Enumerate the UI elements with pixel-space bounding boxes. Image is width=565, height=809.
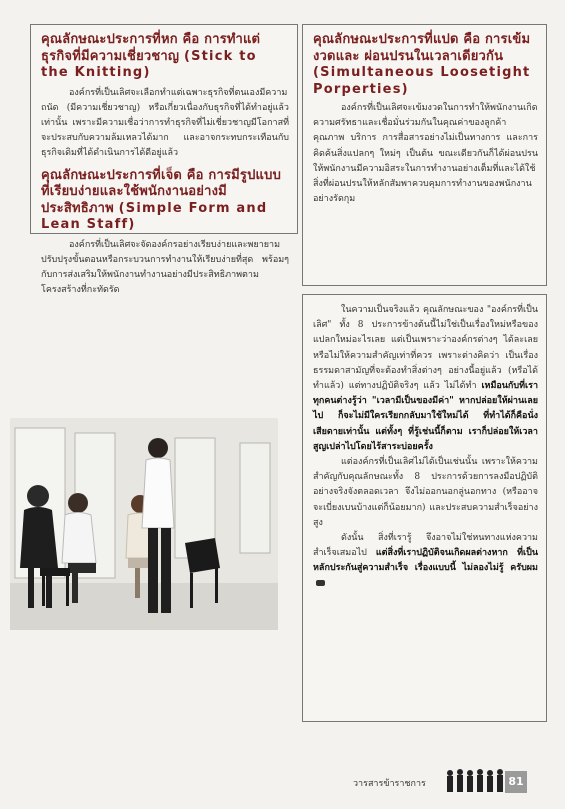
meeting-illustration — [10, 418, 278, 630]
section7-body: องค์กรที่เป็นเลิศจะจัดองค์กรอย่างเรียบง่ายและพยายามปรับปรุงขั้นตอนหรือกระบวนการทำงานให้เรียบง่ายที่สุด พร้อมๆ กับการส่งเสริมให้พนักงานทำงานอย่างมีประสิทธิภาพตามโครงสร้างที่กะทัดรัด — [41, 239, 289, 296]
left-text-box — [30, 24, 298, 296]
conclusion-paragraph-3 — [313, 531, 538, 592]
section6-heading-en: (Stick to the Knitting) — [41, 48, 257, 80]
section8-body: องค์กรที่เป็นเลิศจะเข้มงวดในการทำให้พนักงานเกิดความศรัทธาและเชื่อมั่นร่วมกันในคุณค่าของลูกค้า คุณภาพ บริการ การสื่อสารอย่างไม่เป็นทางการ และการคิดค้นสิ่งแปลกๆ ใหม่ๆ เป็นต้น ขณะเดียวกันก็ได้ผ่อนปรนให้พนักงานมีความอิสระในการทำงานอย่างเต็มที่และได้ใช้สิ่งที่ผ่อนปรนให้หลักสัมพาควบคุมการทำงานของพนักงานอย่างรัดกุม — [313, 103, 538, 205]
page-footer — [345, 768, 545, 794]
section6-heading-text: คุณลักษณะประการที่หก คือ การทำแต่ธุรกิจที่มีความเชี่ยวชาญ — [41, 32, 261, 64]
journal-name: วารสารข้าราชการ — [353, 779, 426, 789]
page-number: 81 — [505, 771, 527, 793]
business-meeting-photo — [10, 418, 278, 630]
conclusion-text-box — [302, 294, 547, 722]
section6-body: องค์กรที่เป็นเลิศจะเลือกทำแต่เฉพาะธุรกิจที่ตนเองมีความถนัด (มีความเชี่ยวชาญ) หรือเกี่ยวเนื่องกับธุรกิจที่ได้ทำอยู่แล้วเท่านั้น เพราะมีความเชื่อว่าการทำธุรกิจที่ไม่เชี่ยวชาญมีโอกาสที่จะประสบกับความล้มเหลวได้มาก และอาจกระทบกระเทือนกับธุรกิจเดิมที่ได้ดำเนินการได้ดีอยู่แล้ว — [41, 87, 289, 159]
section7-heading — [41, 168, 289, 234]
conclusion-paragraph-2: แต่องค์กรที่เป็นเลิศไม่ได้เป็นเช่นนั้น เพราะให้ความสำคัญกับคุณลักษณะทั้ง 8 ประการด้วยการลงมือปฏิบัติอย่างจริงจังตลอดเวลา จึงไม่ออกนอกลู่นอกทาง (หรืออาจจะเบี่ยงเบนบ้างแต่ก็น้อยมาก) และประสบความสำเร็จอย่างสูง — [313, 457, 538, 528]
section8-heading-text: คุณลักษณะประการที่แปด คือ การเข้มงวดและ ผ่อนปรนในเวลาเดียวกัน — [313, 32, 531, 64]
section8-heading — [313, 32, 538, 98]
conclusion-p1-bold: เหมือนกับที่เราทุกคนต่างรู้ว่า "เวลามีเป็นของมีค่า" หากปล่อยให้ผ่านเลยไป ก็จะไม่มีใครเรียกกลับมาใช้ใหม่ได้ ที่ทำได้ก็คือนั่งเสียดายเท่านั้น แต่ทั้งๆ ที่รู้เช่นนี้ก็ตาม เราก็ปล่อยให้เวลาสูญเปล่าไปโดยไร้สาระบ่อยครั้ง — [313, 381, 538, 452]
section8-heading-en: (Simultaneous Loosetight Porperties) — [313, 65, 531, 97]
section7-heading-text: คุณลักษณะประการที่เจ็ด คือ การมีรูปแบบที่เรียบง่ายและใช้พนักงานอย่างมีประสิทธิภาพ — [41, 167, 282, 216]
conclusion-p1-normal: ในความเป็นจริงแล้ว คุณลักษณะของ "องค์กรที่เป็นเลิศ" ทั้ง 8 ประการข้างต้นนี้ไม่ใช่เป็นเรื่องใหม่หรือของแปลกใหม่อะไรเลย แต่เป็นเพราะว่าองค์กรต่างๆ ได้ละเลยหรือไม่ให้ความสำคัญเท่าที่ควร เพราะต่างคิดว่า เป็นเรื่องธรรมดาสามัญที่จะต้องทำสิ่งต่างๆ อย่างนี้อยู่แล้ว (หรือได้ทำแล้ว) แต่ทางปฏิบัติจริงๆ แล้ว ไม่ได้ทำ — [313, 305, 538, 392]
conclusion-p3-normal: ดังนั้น สิ่งที่เรารู้ จึงอาจไม่ใช่หนทางแห่งความสำเร็จเสมอไป — [313, 533, 538, 559]
section7-heading-en: (Simple Form and Lean Staff) — [41, 200, 268, 233]
section6-heading — [41, 32, 289, 82]
right-top-text-box — [302, 24, 547, 286]
conclusion-p3-bold: แต่สิ่งที่เราปฏิบัติจนเกิดผลต่างหาก ที่เป็นหลักประกันสู่ความสำเร็จ เรื่องแบบนี้ ไม่ลองไม่รู้ ครับผม — [313, 548, 538, 574]
end-of-article-icon — [316, 580, 325, 586]
people-silhouette-icon — [445, 768, 505, 794]
conclusion-paragraph-1 — [313, 303, 538, 455]
